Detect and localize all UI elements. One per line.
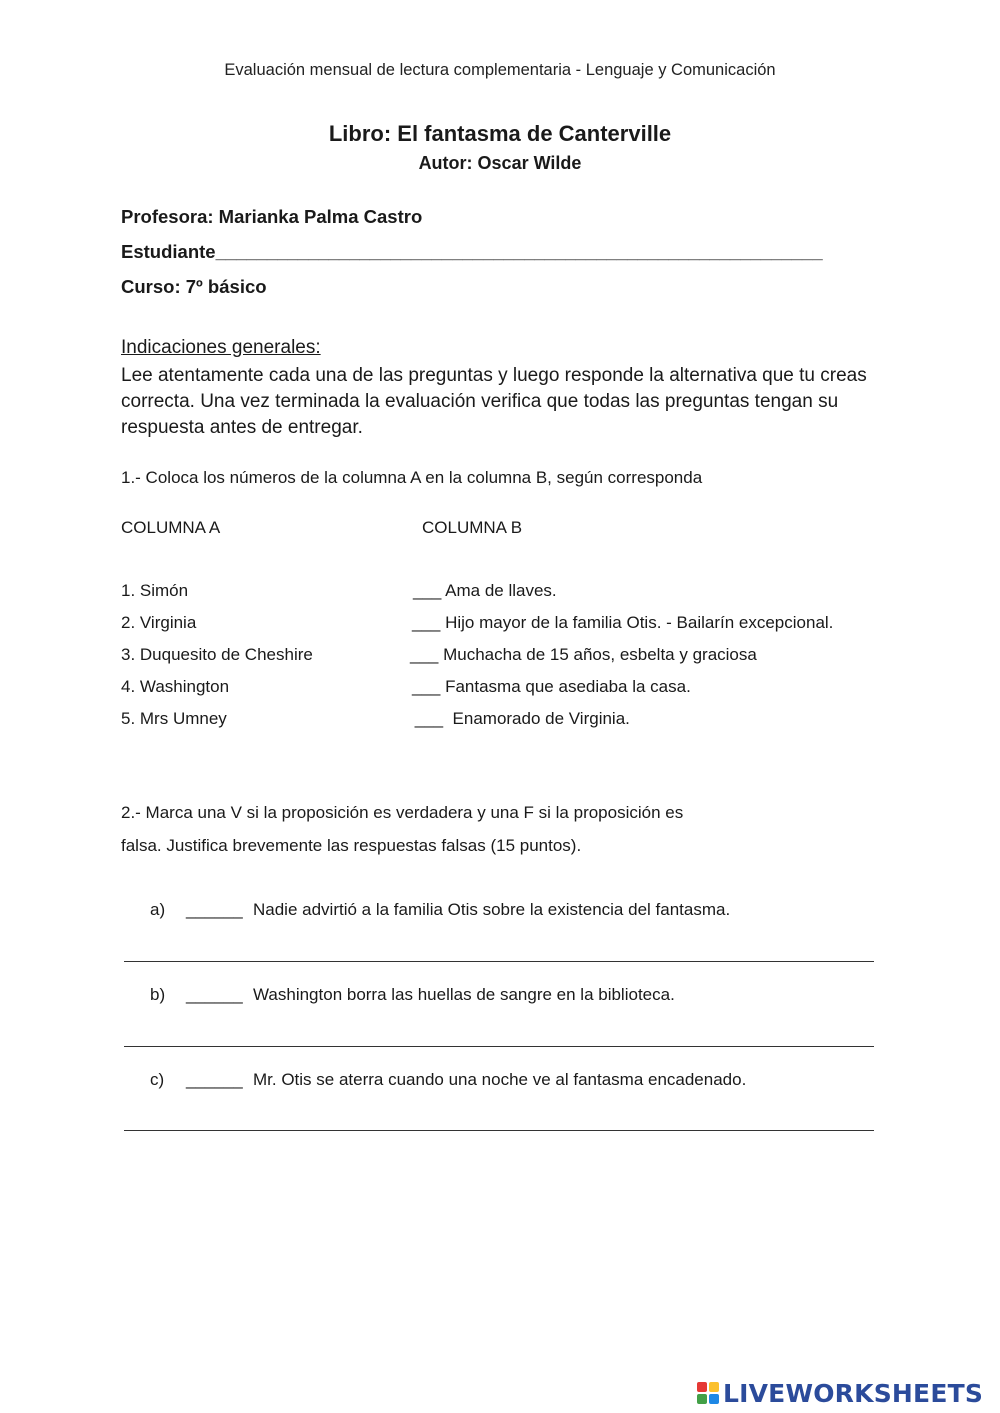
student-name-field: Estudiante___________________________________________________________ — [121, 241, 823, 262]
question-1-prompt: 1.- Coloca los números de la columna A en la columna B, según corresponda — [121, 468, 703, 487]
justification-line[interactable] — [124, 961, 874, 962]
column-a-item: 3. Duquesito de Cheshire — [121, 645, 313, 664]
question-2-prompt-line-2: falsa. Justifica brevemente las respuestas falsas (15 puntos). — [121, 836, 582, 855]
column-b-item[interactable]: ___ Muchacha de 15 años, esbelta y graciosa — [410, 645, 757, 664]
book-title: Libro: El fantasma de Canterville — [328, 121, 672, 146]
tf-item-letter: c) — [150, 1070, 165, 1089]
liveworksheets-logo-text: LIVEWORKSHEETS — [723, 1378, 984, 1408]
column-b-item[interactable]: ___ Ama de llaves. — [413, 581, 557, 600]
indications-title: Indicaciones generales: — [121, 337, 321, 358]
column-b-item[interactable]: ___ Hijo mayor de la familia Otis. - Bailarín excepcional. — [412, 613, 834, 632]
column-b-item[interactable]: ___ Fantasma que asediaba la casa. — [412, 677, 691, 696]
column-a-header: COLUMNA A — [121, 518, 221, 537]
tf-item-letter: b) — [150, 985, 166, 1004]
column-a-item: 1. Simón — [121, 581, 189, 600]
tf-item-statement: Nadie advirtió a la familia Otis sobre la existencia del fantasma. — [253, 900, 731, 919]
tf-answer-blank[interactable]: ______ — [186, 900, 243, 919]
course-label: Curso: 7º básico — [121, 276, 267, 297]
indications-text: Lee atentamente cada una de las preguntas y luego responde la alternativa que tu creas correcta. Una vez terminada la evaluación verifica que todas las preguntas tengan su respuesta antes de entregar. — [121, 365, 867, 438]
tf-item-statement: Mr. Otis se aterra cuando una noche ve al fantasma encadenado. — [253, 1070, 747, 1089]
tf-answer-blank[interactable]: ______ — [186, 985, 243, 1004]
tf-item-letter: a) — [150, 900, 166, 919]
column-a-item: 2. Virginia — [121, 613, 197, 632]
document-header: Evaluación mensual de lectura complementaria - Lenguaje y Comunicación — [224, 61, 776, 79]
justification-line[interactable] — [124, 1046, 874, 1047]
justification-line[interactable] — [124, 1130, 874, 1131]
question-2-prompt-line-1: 2.- Marca una V si la proposición es verdadera y una F si la proposición es — [121, 803, 684, 822]
column-a-item: 4. Washington — [121, 677, 230, 696]
column-b-item[interactable]: ___ Enamorado de Virginia. — [410, 709, 630, 728]
tf-answer-blank[interactable]: ______ — [186, 1070, 243, 1089]
book-author: Autor: Oscar Wilde — [418, 153, 582, 173]
liveworksheets-logo — [697, 1378, 983, 1408]
column-a-item: 5. Mrs Umney — [121, 709, 227, 728]
liveworksheets-logo-icon — [697, 1382, 719, 1404]
column-b-header: COLUMNA B — [422, 518, 523, 537]
tf-item-statement: Washington borra las huellas de sangre en la biblioteca. — [253, 985, 675, 1004]
teacher-name: Profesora: Marianka Palma Castro — [121, 206, 423, 227]
